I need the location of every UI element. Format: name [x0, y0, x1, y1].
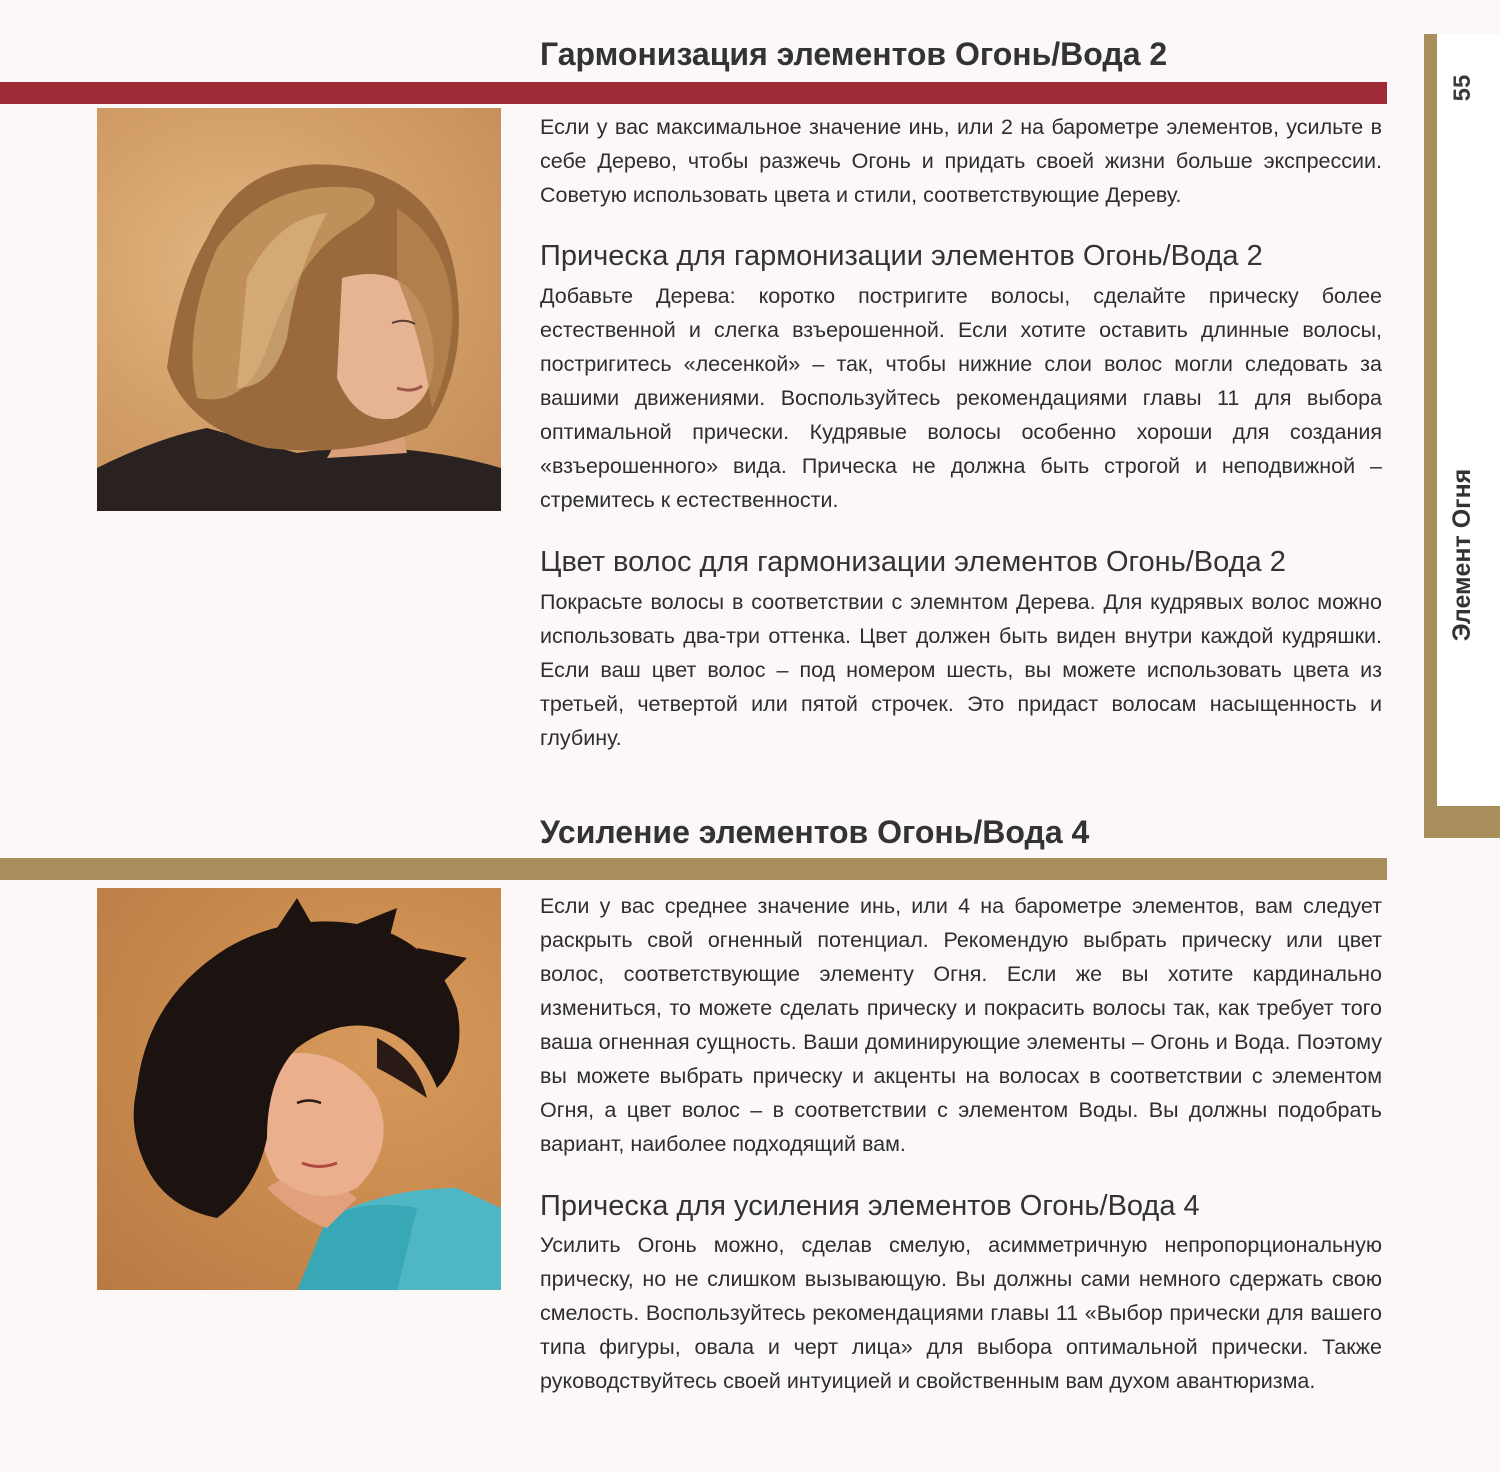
chapter-side-tab-inner: [1437, 34, 1500, 806]
section2-hairstyle-paragraph: Усилить Огонь можно, сделав смелую, асимметричную непропорциональную прическу, но не слишком вызывающую. Вы должны сами немного сдержать свою смелость. Воспользуйтесь рекомендациями главы 11 «Выбор прически для вашего типа фигуры, овала и черт лица» для выбора оптимальной прически. Также руководствуйтесь своей интуицией и свойственным вам духом авантюризма.: [540, 1233, 1382, 1393]
section1-color-paragraph: Покрасьте волосы в соответствии с элемнтом Дерева. Для кудрявых волос можно использовать два-три оттенка. Цвет должен быть виден внутри каждой кудряшки. Если ваш цвет волос – под номером шесть, вы можете использовать цвета из третьей, четвертой или пятой строчек. Это придаст волосам насыщенность и глубину.: [540, 590, 1382, 750]
portrait-illustration-1: [97, 108, 501, 511]
section2-intro-paragraph: Если у вас среднее значение инь, или 4 на барометре элементов, вам следует раскрыть свой огненный потенциал. Рекомендую выбрать прическу или цвет волос, соответствующие элементу Огня. Если же вы хотите кардинально измениться, то можете сделать прическу и покрасить волосы так, как требует того ваша огненная сущность. Ваши доминирующие элементы – Огонь и Вода. Поэтому вы можете выбрать прическу и акценты на волосах в соответствии с элементом Огня, а цвет волос – в соответствии с элементом Воды. Вы должны подобрать вариант, наиболее подходящий вам.: [540, 894, 1382, 1156]
section1-heading: Гармонизация элементов Огонь/Вода 2: [540, 36, 1168, 72]
section1-intro-paragraph: Если у вас максимальное значение инь, или 2 на барометре элементов, усильте в себе Дерево, чтобы разжечь Огонь и придать своей жизни больше экспрессии. Советую использовать цвета и стили, соответствующие Дереву.: [540, 115, 1382, 207]
section1-hairstyle-paragraph: Добавьте Дерева: коротко постригите волосы, сделайте прическу более естественной и слегка взъерошенной. Если хотите оставить длинные волосы, постригитесь «лесенкой» – так, чтобы нижние слои волос могли следовать за вашими движениями. Воспользуйтесь рекомендациями главы 11 для выбора оптимальной прически. Кудрявые волосы особенно хороши для создания «взъерошенного» вида. Прическа не должна быть строгой и неподвижной – стремитесь к естественности.: [540, 284, 1382, 512]
section2-hairstyle-heading: Прическа для усиления элементов Огонь/Вода 4: [540, 1190, 1200, 1222]
section2-heading: Усиление элементов Огонь/Вода 4: [540, 814, 1090, 850]
section1-color-heading: Цвет волос для гармонизации элементов Огонь/Вода 2: [540, 546, 1286, 578]
section1-divider-bar: [0, 82, 1387, 104]
portrait-illustration-2: [97, 888, 501, 1290]
chapter-title: Элемент Огня: [1448, 468, 1476, 642]
portrait-photo-dark-haired-woman: [97, 888, 501, 1290]
section1-hairstyle-heading: Прическа для гармонизации элементов Огонь/Вода 2: [540, 240, 1263, 272]
portrait-photo-blonde-woman: [97, 108, 501, 511]
page-number: 55: [1449, 74, 1476, 102]
section2-divider-bar: [0, 858, 1387, 880]
